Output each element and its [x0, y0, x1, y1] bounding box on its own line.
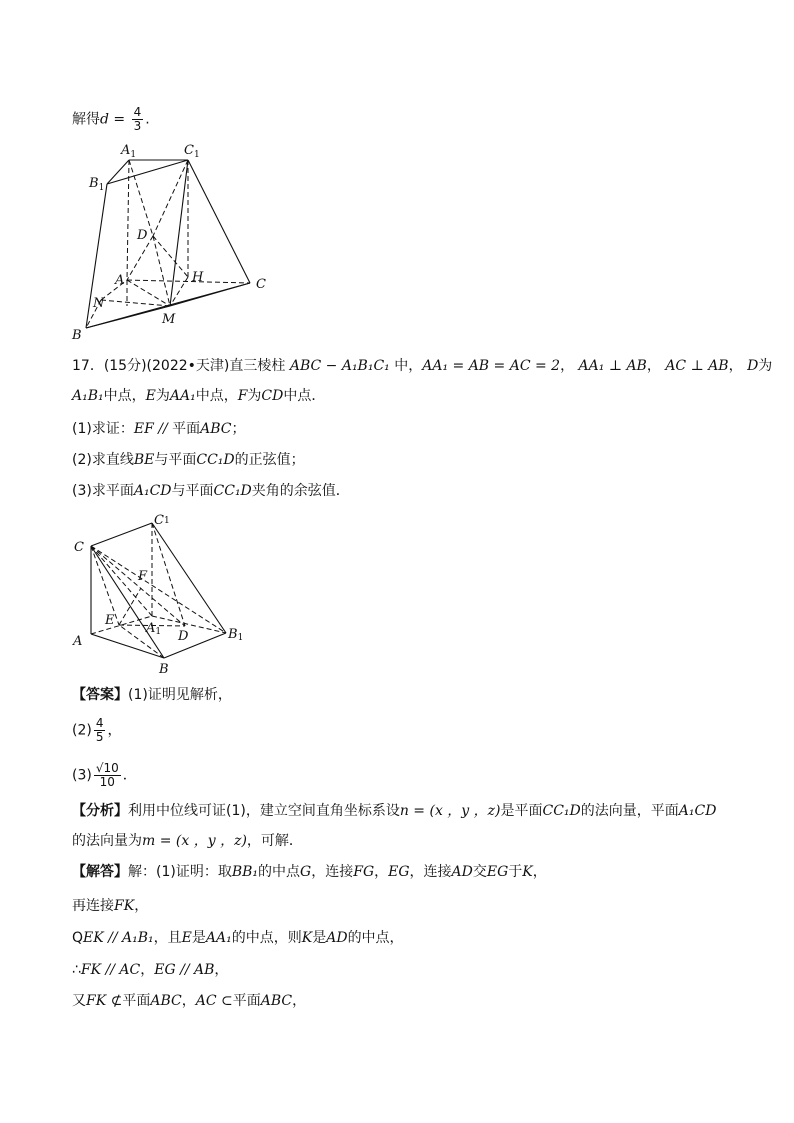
- var-K: K: [301, 930, 313, 946]
- period: .: [145, 111, 150, 128]
- q17-part1: [72, 419, 246, 439]
- seg-BB1: BB₁: [231, 864, 259, 880]
- var-E: E: [181, 930, 192, 946]
- text: 中点，: [103, 388, 146, 404]
- text: ，: [134, 898, 149, 914]
- text: 的中点，: [347, 930, 404, 946]
- plane-A1CD: A₁CD: [133, 483, 172, 499]
- text: ，: [107, 722, 122, 739]
- plane-ABC: ABC: [260, 993, 293, 1009]
- text: 平面: [172, 421, 201, 437]
- label-D: D: [178, 629, 189, 644]
- solution-line4: [72, 960, 228, 980]
- var-K: K: [522, 864, 533, 880]
- math-FK: FK ⊄: [86, 993, 123, 1009]
- math-EG: EG // AB: [154, 962, 215, 978]
- solution-line5: [72, 991, 306, 1011]
- fraction-sqrt10-10: [94, 762, 121, 789]
- sep: ，: [560, 358, 575, 374]
- vector-m: m = (x ，y ，z): [142, 833, 247, 849]
- denominator: 3: [133, 119, 142, 133]
- var-G: G: [300, 864, 312, 880]
- q17-line2: [72, 386, 325, 406]
- math-EF: EF //: [133, 421, 173, 437]
- condition-3: AC ⊥ AB: [665, 358, 729, 374]
- text: 的正弦值；: [234, 452, 305, 468]
- plane-ABC: ABC: [150, 993, 182, 1009]
- text: 的中点: [258, 864, 301, 880]
- solution-line3: [72, 928, 404, 948]
- text: ，: [532, 864, 547, 880]
- text: 的中点，则: [231, 930, 302, 946]
- text: 是: [312, 930, 327, 946]
- text: ．: [122, 767, 137, 784]
- plane-A1CD: A₁CD: [678, 803, 717, 819]
- analysis-line2: [72, 831, 303, 851]
- text: 于: [508, 864, 523, 880]
- text: ，且: [153, 930, 182, 946]
- denominator: 5: [95, 730, 104, 744]
- answer-line1: [72, 685, 232, 705]
- q17-part3: [72, 481, 350, 501]
- text: 是平面: [500, 803, 543, 819]
- text: 夹角的余弦值．: [251, 483, 350, 499]
- label-A: A: [115, 273, 125, 288]
- label-C: C: [74, 540, 84, 555]
- text: 利用中位线可证(1)，建立空间直角坐标系设: [128, 803, 400, 819]
- solved-d-line: [72, 106, 150, 133]
- solution-line1: [72, 862, 547, 882]
- numerator: √10: [95, 761, 119, 775]
- text: ，: [214, 962, 229, 978]
- text: 为: [155, 388, 170, 404]
- equals: =: [108, 111, 130, 128]
- math-EK: EK // A₁B₁: [83, 930, 154, 946]
- plane-CC1D: CC₁D: [213, 483, 252, 499]
- var-d: d: [100, 111, 109, 128]
- seg-AD: AD: [326, 930, 348, 946]
- text: (1)求证：: [72, 421, 134, 437]
- numerator: 4: [133, 105, 142, 119]
- label-C: C: [256, 277, 266, 292]
- answer-tag: 【答案】: [72, 687, 128, 703]
- sep: ，: [374, 864, 389, 880]
- var-F: F: [237, 388, 248, 404]
- sep: ，: [181, 993, 196, 1009]
- text: 再连接: [72, 898, 114, 914]
- sep: ，: [646, 358, 661, 374]
- text: ，: [292, 993, 307, 1009]
- label-B: B: [72, 328, 82, 343]
- text: (3)求平面: [72, 483, 134, 499]
- seg-A1B1: A₁B₁: [72, 388, 104, 404]
- seg-EG: EG: [486, 864, 509, 880]
- label-C1: $C_1$: [184, 143, 200, 160]
- plane-CC1D: CC₁D: [196, 452, 235, 468]
- label-B1: $B_1$: [89, 176, 105, 193]
- text: 与平面: [154, 452, 197, 468]
- line-BE: BE: [133, 452, 155, 468]
- text: 中点，: [195, 388, 238, 404]
- label-E: E: [105, 613, 115, 628]
- condition-1: AA₁ = AB = AC = 2: [422, 358, 561, 374]
- text: ，连接: [311, 864, 354, 880]
- sep: ，: [728, 358, 743, 374]
- text: (2)求直线: [72, 452, 134, 468]
- seg-FK: FK: [114, 898, 135, 914]
- text: 解得: [72, 111, 100, 128]
- q17-header: 17．(15分)(2022•天津)直三棱柱: [72, 358, 286, 374]
- label-F: F: [138, 569, 148, 584]
- label-M: M: [162, 312, 176, 327]
- text: (2): [72, 722, 92, 739]
- text: 中，: [389, 358, 423, 374]
- seg-EG: EG: [388, 864, 410, 880]
- denominator: 10: [99, 775, 115, 789]
- solution-tag: 【解答】: [72, 864, 128, 880]
- therefore-symbol: ∴: [72, 962, 81, 978]
- label-C1: C1: [154, 513, 170, 528]
- answer-part1: (1)证明见解析，: [128, 687, 232, 703]
- condition-2: AA₁ ⊥ AB: [578, 358, 647, 374]
- seg-AA1: AA₁: [169, 388, 196, 404]
- text: 交: [472, 864, 487, 880]
- seg-AA1: AA₁: [205, 930, 232, 946]
- answer-line3: [72, 762, 137, 789]
- label-B1: B1: [228, 627, 244, 643]
- text: ，可解．: [246, 833, 303, 849]
- text: 的法向量为: [72, 833, 142, 849]
- q17-line1: [72, 356, 772, 376]
- label-B: B: [159, 662, 169, 677]
- text: (3): [72, 767, 92, 784]
- label-D: D: [137, 228, 148, 243]
- text: 与平面: [171, 483, 214, 499]
- vector-n: n = (x ，y ，z): [399, 803, 501, 819]
- analysis-tag: 【分析】: [72, 803, 128, 819]
- plane-CC1D: CC₁D: [542, 803, 581, 819]
- text: 是: [191, 930, 206, 946]
- analysis-line1: [72, 801, 716, 821]
- seg-CD: CD: [261, 388, 284, 404]
- prism-name: ABC − A₁B₁C₁: [289, 358, 390, 374]
- text: 为: [758, 358, 773, 374]
- text: ，连接: [409, 864, 452, 880]
- figure-prism-1: [60, 140, 280, 345]
- label-A1: $A_1$: [121, 143, 137, 160]
- text: 中点．: [283, 388, 326, 404]
- var-D: D: [747, 358, 759, 374]
- math-FK: FK // AC: [80, 962, 141, 978]
- fraction-4-3: [132, 106, 144, 133]
- numerator: 4: [95, 716, 104, 730]
- text: 的法向量，平面: [580, 803, 679, 819]
- label-H: H: [192, 270, 204, 285]
- text: ；: [231, 421, 246, 437]
- q17-part2: [72, 450, 305, 470]
- text: 平面: [232, 993, 261, 1009]
- var-E: E: [145, 388, 156, 404]
- text: 为: [247, 388, 262, 404]
- text: 解：(1)证明：取: [128, 864, 232, 880]
- seg-FG: FG: [353, 864, 375, 880]
- label-A1: A1: [146, 621, 162, 637]
- solution-line2: [72, 896, 148, 916]
- label-N: N: [93, 296, 105, 311]
- plane-ABC: ABC: [200, 421, 232, 437]
- sep: ，: [140, 962, 155, 978]
- label-A: A: [73, 634, 83, 649]
- math-AC: AC ⊂: [195, 993, 233, 1009]
- because-symbol: Q: [72, 930, 84, 946]
- fraction-4-5: [94, 717, 106, 744]
- text: 平面: [122, 993, 151, 1009]
- answer-line2: [72, 717, 121, 744]
- figure-prism-2: [66, 508, 256, 678]
- text: 又: [72, 993, 86, 1009]
- seg-AD: AD: [451, 864, 473, 880]
